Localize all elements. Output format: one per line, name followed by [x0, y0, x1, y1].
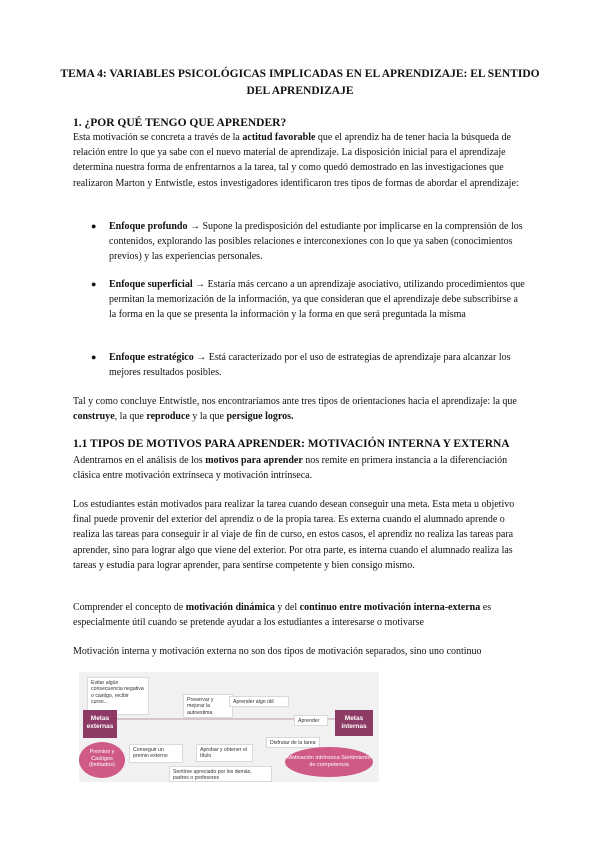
box-evitar: Evitar algún consecuencia negativa o castigo, recibir curso...: [87, 677, 149, 715]
bullet-bold: Enfoque profundo: [109, 221, 188, 232]
bullet-superficial: [91, 277, 526, 323]
p3-bold: motivación dinámica: [185, 602, 275, 613]
p1-text: nos remite en primera instancia a la diferenciación clásica entre motivación extrínseca y motivación intrínseca.: [73, 455, 508, 482]
bullet-dot-icon: ●: [91, 352, 97, 362]
box-conseguir: Conseguir un premio externo: [129, 744, 183, 763]
bullet-dot-icon: ●: [91, 221, 97, 231]
intro-paragraph: [73, 130, 528, 191]
box-preservar: Preservar y mejorar la autoestima: [183, 694, 233, 718]
concl-text: Tal y como concluye Entwistle, nos encontraríamos ante tres tipos de orientaciones hacia el aprendizaje: la que: [73, 396, 517, 407]
p3-text: y del: [274, 602, 300, 613]
section-heading-1: 1. ¿POR QUÉ TENGO QUE APRENDER?: [73, 117, 287, 129]
motivation-continuum-diagram: [79, 672, 379, 782]
intro-bold: actitud favorable: [242, 132, 316, 143]
box-disfrutar: Disfrutar de la tarea: [266, 737, 320, 748]
box-aprender-algo: Aprender algo útil: [229, 696, 289, 707]
oval-premios: Premios y Castigos (limitados): [79, 742, 125, 778]
concl-bold: construye: [73, 411, 115, 423]
intro-text-c: que el aprendiz ha de tener hacia la búsqueda de relación entre lo que ya sabe con el nuevo material de aprendizaje. La disposición inicial para el aprendizaje determina nuestra forma de enfrentarnos a la tarea, tal y como quedó demostrado en las investigaciones que realizaron Marton y Entwistle, estos investigadores identificaron tres tipos de formas de abordar el aprendizaje:: [73, 132, 519, 189]
p3-text: es especialmente útil cuando se pretende ayudar a los estudiantes a interesarse o motivarse: [73, 602, 492, 629]
label-aprender: Aprender: [294, 715, 328, 726]
concl-text: y la que: [189, 411, 227, 423]
bullet-dot-icon: ●: [91, 279, 97, 289]
bullet-bold: Enfoque superficial: [109, 279, 193, 290]
bullet-profundo: [91, 219, 526, 265]
box-sentirse: Sentirse apreciado por los demás, padres o profesores: [169, 766, 272, 782]
conclusion-paragraph: [73, 394, 528, 424]
bullet-bold: Enfoque estratégico: [109, 352, 194, 363]
concl-bold: reproduce: [146, 411, 190, 423]
section-heading-2: 1.1 TIPOS DE MOTIVOS PARA APRENDER: MOTIVACIÓN INTERNA Y EXTERNA: [73, 438, 510, 450]
p1-text: Adentrarnos en el análisis de los: [73, 455, 206, 466]
continuo-paragraph: Motivación interna y motivación externa no son dos tipos de motivación separados, sino uno continuo: [73, 646, 482, 657]
bullet-text: → Supone la predisposición del estudiante por implicarse en la comprensión de los contenidos, explorando las posibles relaciones e interconexiones con lo que ya saben (conocimientos previos) y las experiencias personales.: [109, 221, 523, 263]
bullet-estrategico: [91, 350, 526, 380]
p3-text: Comprender el concepto de: [73, 602, 186, 613]
concl-text: , la que: [114, 411, 147, 423]
bullet-text: → Está caracterizado por el uso de estrategias de aprendizaje para alcanzar los mejores resultados posibles.: [109, 352, 511, 379]
metas-internas: Metas internas: [335, 710, 373, 736]
intro-text-a: Esta motivación se concreta a través de la: [73, 132, 243, 143]
dinamica-paragraph: [73, 600, 528, 630]
oval-motivacion: Motivación intrínseca Sentimiento de competencia: [285, 747, 373, 777]
p3-bold: continuo entre motivación interna-externa: [299, 602, 481, 613]
p1-bold: motivos para aprender: [205, 455, 303, 466]
metas-paragraph: Los estudiantes están motivados para realizar la tarea cuando desean conseguir una meta. Esta meta u objetivo final puede provenir del exterior del aprendiz o de la propia tarea. Es externa cuando el alumnado aprende o realiza las tareas para conseguir ir al viaje de fin de curso, en estos casos, el aprendiz no realiza las tareas para aprender, sino para lograr algo que viene del exterior. Por otra parte, es interna cuando el alumnado realiza las tareas y estudia para lograr aprender, para sentirse competente y bien consigo mismo.: [73, 499, 515, 571]
concl-bold: persigue logros.: [226, 411, 294, 423]
bullet-text: → Estaría más cercano a un aprendizaje asociativo, utilizando procedimientos que permitan la memorización de la información, ya que consideran que el aprendizaje debe subscribirse a la forma en la que se presenta la información y la forma en que será preguntada la misma: [109, 279, 525, 321]
document-title: TEMA 4: VARIABLES PSICOLÓGICAS IMPLICADAS EN EL APRENDIZAJE: EL SENTIDO DEL APRENDIZAJE: [60, 68, 540, 97]
box-aprobar: Aprobar y obtener el título: [196, 744, 253, 762]
metas-externas: Metas externas: [83, 710, 117, 738]
motivos-paragraph: [73, 453, 528, 483]
